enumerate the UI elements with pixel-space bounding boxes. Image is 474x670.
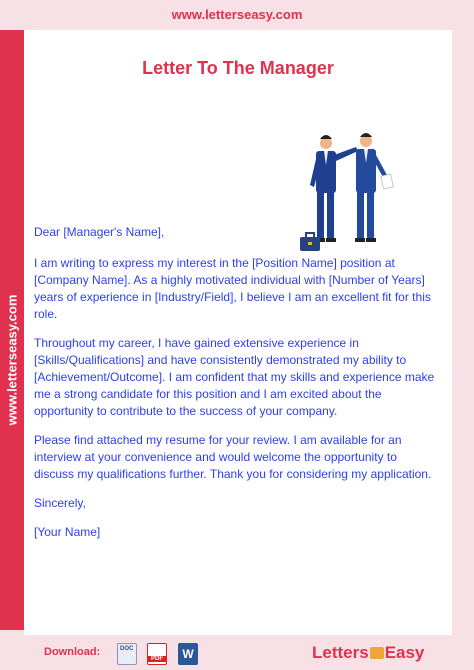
download-label: Download:	[44, 646, 101, 658]
letter-body	[34, 224, 438, 553]
letter-paper	[24, 30, 452, 635]
page-title: Letter To The Manager	[142, 58, 334, 78]
letter-closing: Sincerely,	[34, 496, 86, 510]
brand-logo[interactable]	[312, 643, 424, 663]
letter-paragraph: Please find attached my resume for your review. I am available for an interview at your convenience and would welcome the opportunity to discuss my qualifications further. Thank you for considering my application.	[34, 433, 432, 481]
right-sidebar	[452, 30, 474, 630]
doc-icon-text: DOC	[120, 646, 134, 652]
left-sidebar-url: www.letterseasy.com	[4, 294, 20, 426]
letter-signature: [Your Name]	[34, 525, 101, 539]
site-url[interactable]: www.letterseasy.com	[171, 7, 303, 22]
word-icon-text: W	[182, 647, 194, 661]
letter-paragraph: Throughout my career, I have gained extensive experience in [Skills/Qualifications] and have consistently demonstrated my ability to [Achievement/Outcome]. I am confident that my skills and experience make me a strong candidate for this position and I am excited about the opportunity to contribute to the success of your company.	[34, 336, 435, 418]
doc-download-icon[interactable]	[117, 643, 137, 665]
pdf-download-icon[interactable]	[147, 643, 167, 665]
pdf-icon-text: PDF	[148, 656, 166, 662]
top-banner	[0, 0, 474, 30]
word-download-icon[interactable]	[178, 643, 198, 665]
download-footer	[0, 635, 474, 670]
letter-paragraph: I am writing to express my interest in the [Position Name] position at [Company Name]. As a highly motivated individual with [Number of Years] years of experience in [Industry/Field], I believe I am an excellent fit for this role.	[34, 256, 431, 321]
letter-greeting: Dear [Manager's Name],	[34, 225, 165, 239]
brand-name-part1: Letters	[312, 643, 369, 662]
left-sidebar	[0, 30, 24, 630]
brand-name-part2: Easy	[384, 643, 425, 662]
envelope-check-icon	[370, 647, 384, 659]
